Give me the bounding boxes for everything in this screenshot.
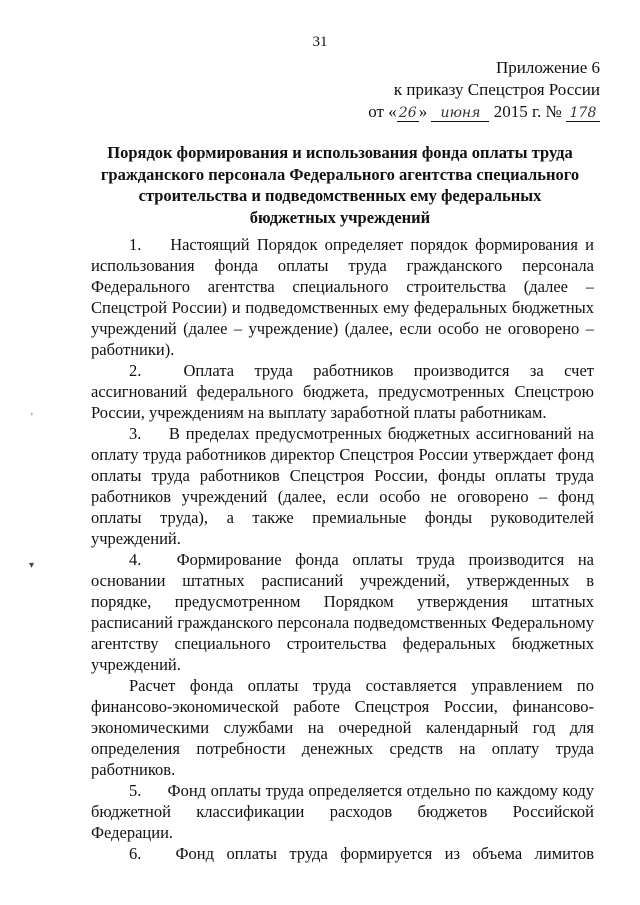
title-line: Порядок формирования и использования фонда оплаты труда [107,143,573,162]
paragraph-text: Фонд оплаты труда формируется из объема лимитов [175,844,595,863]
handwritten-order-number: 178 [566,105,600,122]
paragraph-number: 6. [129,844,142,863]
document-body [91,234,594,864]
scan-speck-mark: ' [31,412,33,423]
date-quote-close: » [418,102,428,121]
paragraph-text: Оплата труда работников производится за счет ассигнований федерального бюджета, предусмотренных Спецстрою России, учреждениям на выплату заработной платы работникам. [91,361,594,422]
paragraph-3 [91,423,594,549]
handwritten-day: 26 [397,105,419,122]
appendix-title: Приложение 6 [496,58,600,77]
paragraph-4-continued [91,675,594,780]
page-number: 31 [312,34,328,50]
paragraph-text: Фонд оплаты труда определяется отдельно по каждому коду бюджетной классификации расходов бюджетов Российской Федерации. [91,781,595,842]
title-line: гражданского персонала Федерального агентства специального [100,164,580,184]
title-line: строительства и подведомственных ему федеральных [138,186,542,205]
paragraph-number: 5. [129,781,142,800]
paragraph-number: 1. [129,235,142,254]
document-title [80,142,600,228]
paragraph-number: 2. [129,361,142,380]
title-line: бюджетных учреждений [249,207,431,227]
paragraph-1 [91,234,594,360]
paragraph-text: Настоящий Порядок определяет порядок формирования и использования фонда оплаты труда гражданского персонала Федерального агентства специального строительства (далее – Спецстрой России) и подведомственных ему федеральных бюджетных учреждений (далее – учреждение) (далее, если особо не оговорено – работники). [91,235,594,359]
paragraph-6 [91,843,594,864]
paragraph-2 [91,360,594,423]
date-year: 2015 г. № [493,102,562,121]
scan-speck-mark: ▾ [29,560,35,571]
paragraph-number: 4. [129,550,142,569]
paragraph-text: Расчет фонда оплаты труда составляется управлением по финансово-экономической работе Спецстроя России, финансово-экономическими службами на очередной календарный год для определения потребности денежных средств на оплату труда работников. [91,676,594,779]
appendix-date-line [368,101,600,123]
handwritten-month: июня [431,105,489,122]
appendix-order-ref: к приказу Спецстроя России [393,80,600,99]
paragraph-5 [91,780,594,843]
date-prefix: от « [368,102,397,121]
paragraph-text: В пределах предусмотренных бюджетных ассигнований на оплату труда работников директор Спецстроя России утверждает фонд оплаты труда работников Спецстроя России, фонды оплаты труда работников учреждений (далее, если особо не оговорено – фонд оплаты труда), а также премиальные фонды руководителей учреждений. [91,424,594,548]
paragraph-4 [91,549,594,675]
paragraph-number: 3. [129,424,142,443]
paragraph-text: Формирование фонда оплаты труда производится на основании штатных расписаний учреждений, утвержденных в порядке, предусмотренном Порядком утверждения штатных расписаний гражданского персонала подведомственных Федеральному агентству специального строительства федеральных бюджетных учреждений. [91,550,594,674]
appendix-header [368,57,600,123]
